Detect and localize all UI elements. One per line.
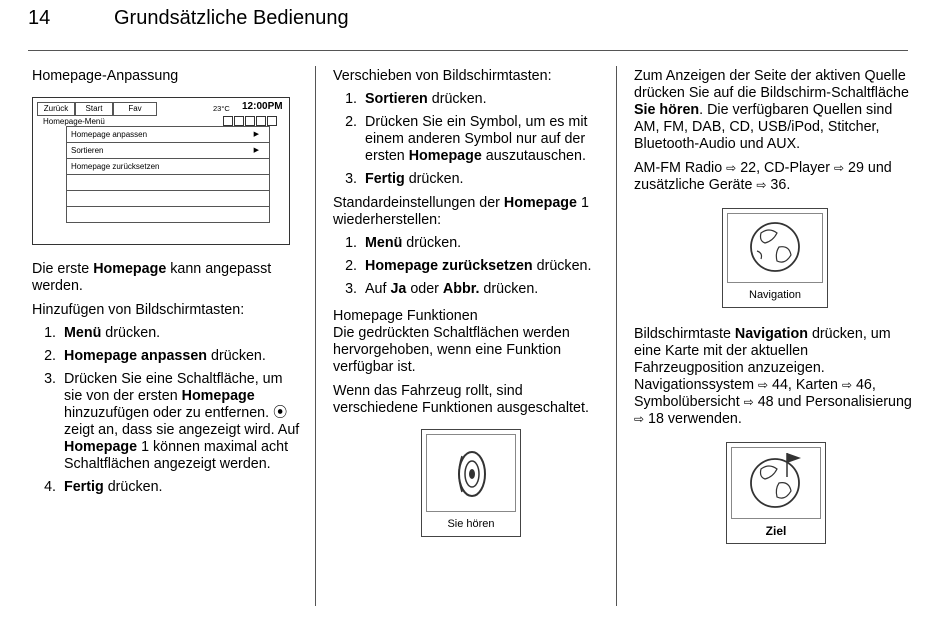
now-playing-icon-button (421, 429, 521, 537)
list-item: 2. Homepage zurücksetzen drücken. (345, 258, 592, 274)
column-3 (634, 68, 912, 544)
screen-row-empty (67, 175, 269, 191)
page-title: Grundsätzliche Bedienung (114, 7, 349, 29)
column-divider-1 (315, 66, 316, 606)
screen-row-empty (67, 191, 269, 207)
list-item: 4. Fertig drücken. (44, 479, 163, 495)
globe-icon (727, 213, 823, 283)
list-item: 1. Menü drücken. (345, 235, 462, 251)
selected-marker-icon: ⦿ (273, 405, 288, 421)
functions-heading: Homepage Funktionen (333, 308, 478, 324)
reference-arrow-icon: ⇨ (743, 395, 754, 409)
reference-arrow-icon: ⇨ (756, 178, 767, 192)
start-tab: Start (75, 102, 113, 116)
move-steps (333, 91, 603, 188)
page-number: 14 (28, 7, 51, 29)
screen-temperature: 23°C (213, 104, 230, 113)
list-item: 1. Sortieren drücken. (345, 91, 487, 107)
reference-arrow-icon: ⇨ (841, 378, 852, 392)
add-steps (32, 325, 300, 496)
globe-destination-icon (731, 447, 821, 519)
reference-arrow-icon: ⇨ (757, 378, 769, 392)
rolling-text: Wenn das Fahrzeug rollt, sind verschiedene Funktionen ausgeschaltet. (333, 383, 589, 416)
destination-label: Ziel (765, 524, 787, 538)
reference-arrow-icon: ⇨ (833, 161, 845, 175)
screen-row-empty (67, 207, 269, 223)
cross-ref-paragraph: AM-FM Radio ⇨ 22, CD-Player ⇨ 29 und zusätzliche Geräte ⇨ 36. (634, 160, 892, 193)
reset-heading: Standardeinstellungen der Homepage 1 wiederherstellen: (333, 195, 589, 228)
list-item: 2. Homepage anpassen drücken. (44, 348, 266, 364)
intro-paragraph: Die erste Homepage kann angepasst werden. (32, 261, 272, 294)
column-divider-2 (616, 66, 617, 606)
homepage-menu-screen (32, 97, 290, 245)
list-item: 1. Menü drücken. (44, 325, 161, 341)
list-item: 3. Fertig drücken. (345, 171, 464, 187)
fav-tab: Fav (113, 102, 157, 116)
screen-row-customize: Homepage anpassen ▶ (67, 127, 269, 143)
sources-paragraph: Zum Anzeigen der Seite der aktiven Quelle drücken Sie auf die Bildschirm-Schaltfläche Sie hören. Die verfügbaren Quellen sind AM, FM, DAB, CD, USB/iPod, Stitcher, Bluetooth-Audio und AUX. (634, 68, 909, 152)
screen-row-sort: Sortieren ▶ (67, 143, 269, 159)
add-heading: Hinzufügen von Bildschirmtasten: (32, 302, 245, 318)
screen-row-reset: Homepage zurücksetzen (67, 159, 269, 175)
navigation-paragraph: Bildschirmtaste Navigation drücken, um eine Karte mit der aktuellen Fahrzeugposition anzuzeigen. Navigationssystem ⇨ 44, Karten ⇨ 46, Symbolübersicht ⇨ 48 und Personalisierung ⇨ 18 verwenden. (634, 326, 912, 427)
navigation-icon-button (722, 208, 828, 308)
destination-icon-button (726, 442, 826, 544)
column-1 (32, 68, 300, 503)
list-item: 3. Auf Ja oder Abbr. drücken. (345, 281, 539, 297)
back-tab: Zurück (37, 102, 75, 116)
column-2 (333, 68, 603, 537)
reference-arrow-icon: ⇨ (634, 412, 645, 426)
header-rule (28, 50, 908, 51)
screen-menu-name: Homepage-Menü (43, 117, 105, 126)
reference-arrow-icon: ⇨ (726, 161, 737, 175)
list-item: 2. Drücken Sie ein Symbol, um es mit einem anderen Symbol nur auf der ersten Homepage auszutauschen. (345, 114, 588, 164)
now-playing-label: Sie hören (447, 518, 495, 530)
section-heading: Homepage-Anpassung (32, 68, 179, 84)
list-item: 3. Drücken Sie eine Schaltfläche, um sie von der ersten Homepage hinzuzufügen oder zu entfernen. ⦿ zeigt an, dass sie angezeigt wird. Auf Homepage 1 können maximal acht Schaltflächen angezeigt werden. (44, 371, 300, 472)
screen-menu-list (66, 126, 270, 223)
speaker-icon (426, 434, 516, 512)
chevron-right-icon: ▶ (253, 147, 259, 154)
functions-text: Die gedrückten Schaltflächen werden hervorgehoben, wenn eine Funktion verfügbar ist. (333, 325, 570, 375)
reset-steps (333, 235, 603, 298)
screen-clock: 12:00PM (242, 101, 283, 112)
navigation-label: Navigation (749, 289, 801, 301)
chevron-right-icon: ▶ (253, 131, 259, 138)
move-heading: Verschieben von Bildschirmtasten: (333, 68, 552, 84)
